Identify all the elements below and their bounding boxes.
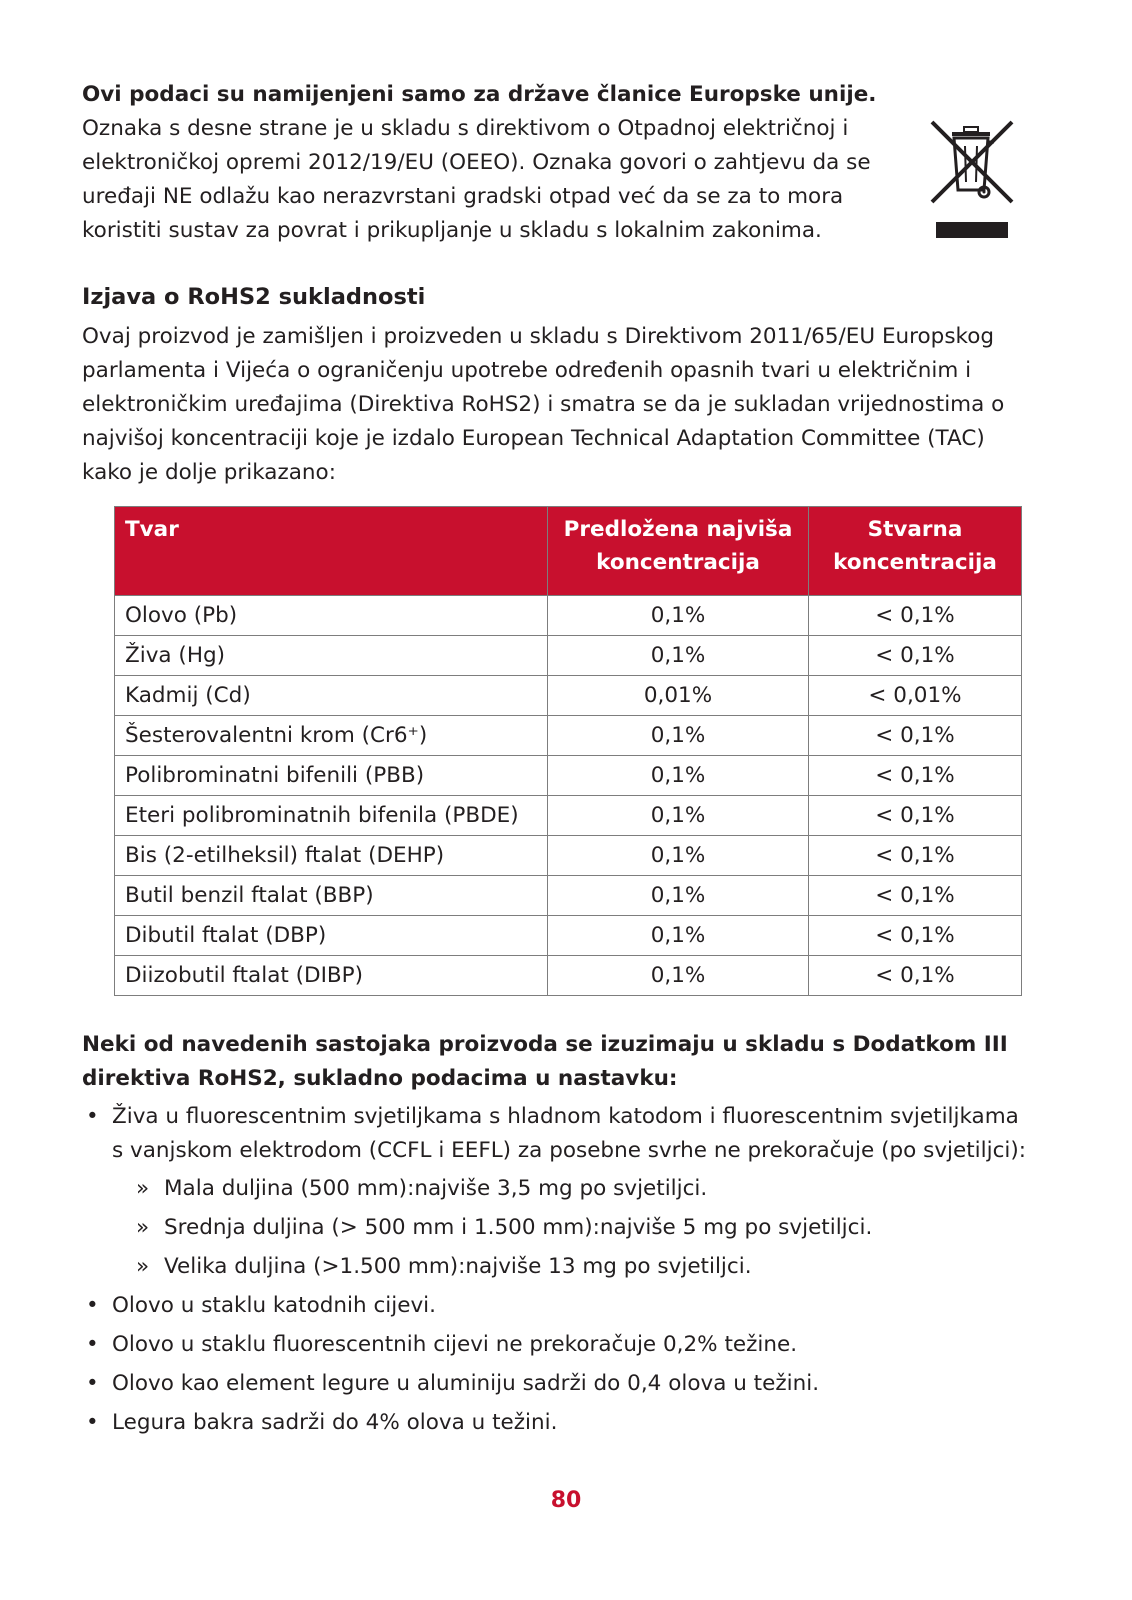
cell-actual: < 0,1% [809,636,1022,676]
table-header-row [115,507,1022,596]
sub-list-item [112,1211,1030,1245]
page-number: 80 [550,1488,582,1513]
list-item [82,1100,1030,1284]
cell-actual: < 0,1% [809,916,1022,956]
rohs-heading: Izjava o RoHS2 sukladnosti [82,284,426,310]
chevron-double-right-icon: » [136,1254,150,1279]
table-row [115,836,1022,876]
cell-proposed: 0,1% [548,596,809,636]
sub-list-item-text: Mala duljina (500 mm):najviše 3,5 mg po svjetiljci. [164,1176,708,1201]
exemptions-heading: Neki od navedenih sastojaka proizvoda se izuzimaju u skladu s Dodatkom III direktiva RoHS2, sukladno podacima u nastavku: [82,1032,1008,1091]
sub-list-item-text: Velika duljina (>1.500 mm):najviše 13 mg po svjetiljci. [164,1254,752,1279]
cell-substance: Butil benzil ftalat (BBP) [115,876,548,916]
table-row [115,676,1022,716]
bullet-icon: • [86,1410,99,1435]
cell-actual: < 0,1% [809,596,1022,636]
list-item [82,1367,1030,1401]
table-row [115,916,1022,956]
cell-substance: Živa (Hg) [115,636,548,676]
crossed-out-wheelie-bin-icon [930,118,1014,242]
table-row [115,756,1022,796]
cell-substance: Eteri polibrominatnih bifenila (PBDE) [115,796,548,836]
cell-actual: < 0,1% [809,716,1022,756]
header-substance: Tvar [115,507,548,596]
table-row [115,876,1022,916]
cell-actual: < 0,1% [809,876,1022,916]
sub-list-item [112,1250,1030,1284]
sub-list-item-text: Srednja duljina (> 500 mm i 1.500 mm):najviše 5 mg po svjetiljci. [164,1215,873,1240]
list-item-text: Legura bakra sadrži do 4% olova u težini. [112,1410,558,1435]
cell-substance: Kadmij (Cd) [115,676,548,716]
list-item-text: Živa u fluorescentnim svjetiljkama s hladnom katodom i fluorescentnim svjetiljkama s vanjskom elektrodom (CCFL i EEFL) za posebne svrhe ne prekoračuje (po svjetiljci): [112,1104,1027,1163]
list-item-text: Olovo u staklu katodnih cijevi. [112,1293,436,1318]
cell-substance: Diizobutil ftalat (DIBP) [115,956,548,996]
cell-actual: < 0,1% [809,756,1022,796]
weee-heading: Ovi podaci su namijenjeni samo za države članice Europske unije. [82,82,877,107]
sub-list-item [112,1172,1030,1206]
list-item-text: Olovo u staklu fluorescentnih cijevi ne prekoračuje 0,2% težine. [112,1332,798,1357]
weee-section [82,78,922,248]
cell-proposed: 0,1% [548,716,809,756]
list-item [82,1289,1030,1323]
table-row [115,956,1022,996]
cell-proposed: 0,1% [548,636,809,676]
cell-proposed: 0,01% [548,676,809,716]
cell-substance: Olovo (Pb) [115,596,548,636]
cell-substance: Dibutil ftalat (DBP) [115,916,548,956]
cell-actual: < 0,1% [809,796,1022,836]
chevron-double-right-icon: » [136,1215,150,1240]
cell-proposed: 0,1% [548,756,809,796]
cell-proposed: 0,1% [548,956,809,996]
table-row [115,596,1022,636]
bullet-icon: • [86,1371,99,1396]
list-item [82,1328,1030,1362]
header-actual: Stvarna koncentracija [809,507,1022,596]
page-content [82,78,1030,1445]
cell-substance: Šesterovalentni krom (Cr6⁺) [115,716,548,756]
list-item-text: Olovo kao element legure u aluminiju sadrži do 0,4 olova u težini. [112,1371,820,1396]
cell-proposed: 0,1% [548,876,809,916]
bullet-icon: • [86,1332,99,1357]
cell-proposed: 0,1% [548,916,809,956]
exemptions-list [82,1100,1030,1440]
substance-table [114,506,1022,996]
bullet-icon: • [86,1293,99,1318]
bullet-icon: • [86,1104,99,1129]
list-item [82,1406,1030,1440]
cell-proposed: 0,1% [548,836,809,876]
cell-proposed: 0,1% [548,796,809,836]
weee-paragraph: Oznaka s desne strane je u skladu s direktivom o Otpadnoj električnoj i elektroničkoj opremi 2012/19/EU (OEEO). Oznaka govori o zahtjevu da se uređaji NE odlažu kao nerazvrstani gradski otpad već da se za to mora koristiti sustav za povrat i prikupljanje u skladu s lokalnim zakonima. [82,116,871,243]
cell-actual: < 0,01% [809,676,1022,716]
sub-list [112,1172,1030,1284]
table-row [115,796,1022,836]
cell-substance: Polibrominatni bifenili (PBB) [115,756,548,796]
cell-substance: Bis (2-etilheksil) ftalat (DEHP) [115,836,548,876]
table-row [115,636,1022,676]
chevron-double-right-icon: » [136,1176,150,1201]
header-proposed-max: Predložena najviša koncentracija [548,507,809,596]
cell-actual: < 0,1% [809,956,1022,996]
table-row [115,716,1022,756]
cell-actual: < 0,1% [809,836,1022,876]
rohs-paragraph: Ovaj proizvod je zamišljen i proizveden u skladu s Direktivom 2011/65/EU Europskog parlamenta i Vijeća o ograničenju upotrebe određenih opasnih tvari u električnim i elektroničkim uređajima (Direktiva RoHS2) i smatra se da je sukladan vrijednostima o najvišoj koncentraciji koje je izdalo European Technical Adaptation Committee (TAC) kako je dolje prikazano: [82,324,1005,485]
